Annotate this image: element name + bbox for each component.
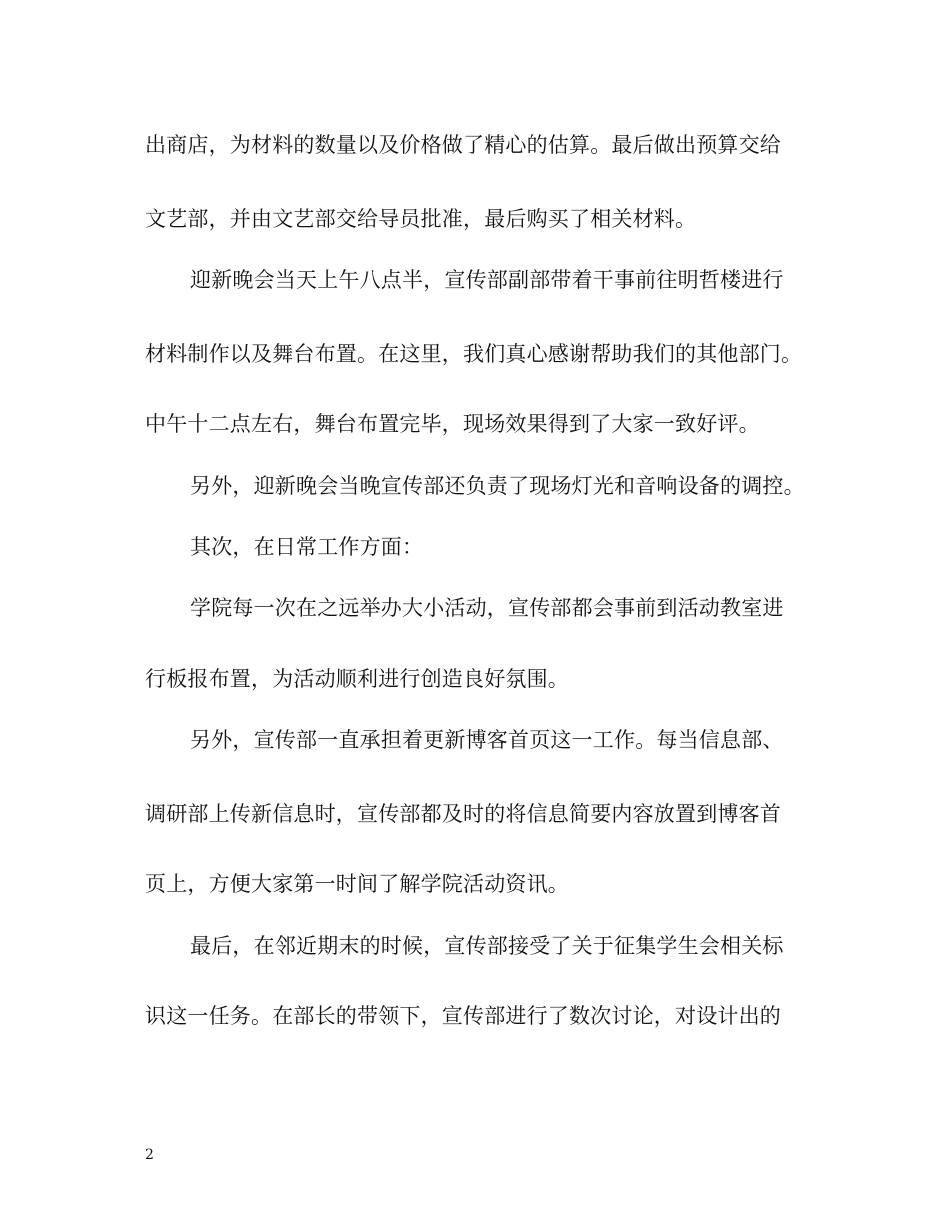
text-line: 中午十二点左右，舞台布置完毕，现场效果得到了大家一致好评。 bbox=[145, 412, 760, 436]
text-line: 另外，宣传部一直承担着更新博客首页这一工作。每当信息部、 bbox=[190, 728, 784, 752]
text-line: 另外，迎新晚会当晚宣传部还负责了现场灯光和音响设备的调控。 bbox=[190, 474, 805, 498]
text-line: 行板报布置，为活动顺利进行创造良好氛围。 bbox=[145, 667, 569, 691]
text-line: 其次，在日常工作方面： bbox=[190, 535, 424, 559]
text-line: 最后，在邻近期末的时候，宣传部接受了关于征集学生会相关标 bbox=[190, 934, 784, 958]
text-line: 识这一任务。在部长的带领下，宣传部进行了数次讨论，对设计出的 bbox=[145, 1004, 781, 1028]
text-line: 学院每一次在之远举办大小活动，宣传部都会事前到活动教室进 bbox=[190, 596, 784, 620]
text-line: 页上，方便大家第一时间了解学院活动资讯。 bbox=[145, 872, 569, 896]
text-line: 出商店，为材料的数量以及价格做了精心的估算。最后做出预算交给 bbox=[145, 133, 781, 157]
text-line: 调研部上传新信息时，宣传部都及时的将信息简要内容放置到博客首 bbox=[145, 802, 781, 826]
text-line: 文艺部，并由文艺部交给导员批准，最后购买了相关材料。 bbox=[145, 207, 697, 231]
text-line: 迎新晚会当天上午八点半，宣传部副部带着干事前往明哲楼进行 bbox=[190, 268, 784, 292]
text-line: 材料制作以及舞台布置。在这里，我们真心感谢帮助我们的其他部门。 bbox=[145, 342, 803, 366]
page-number: 2 bbox=[145, 1147, 154, 1163]
